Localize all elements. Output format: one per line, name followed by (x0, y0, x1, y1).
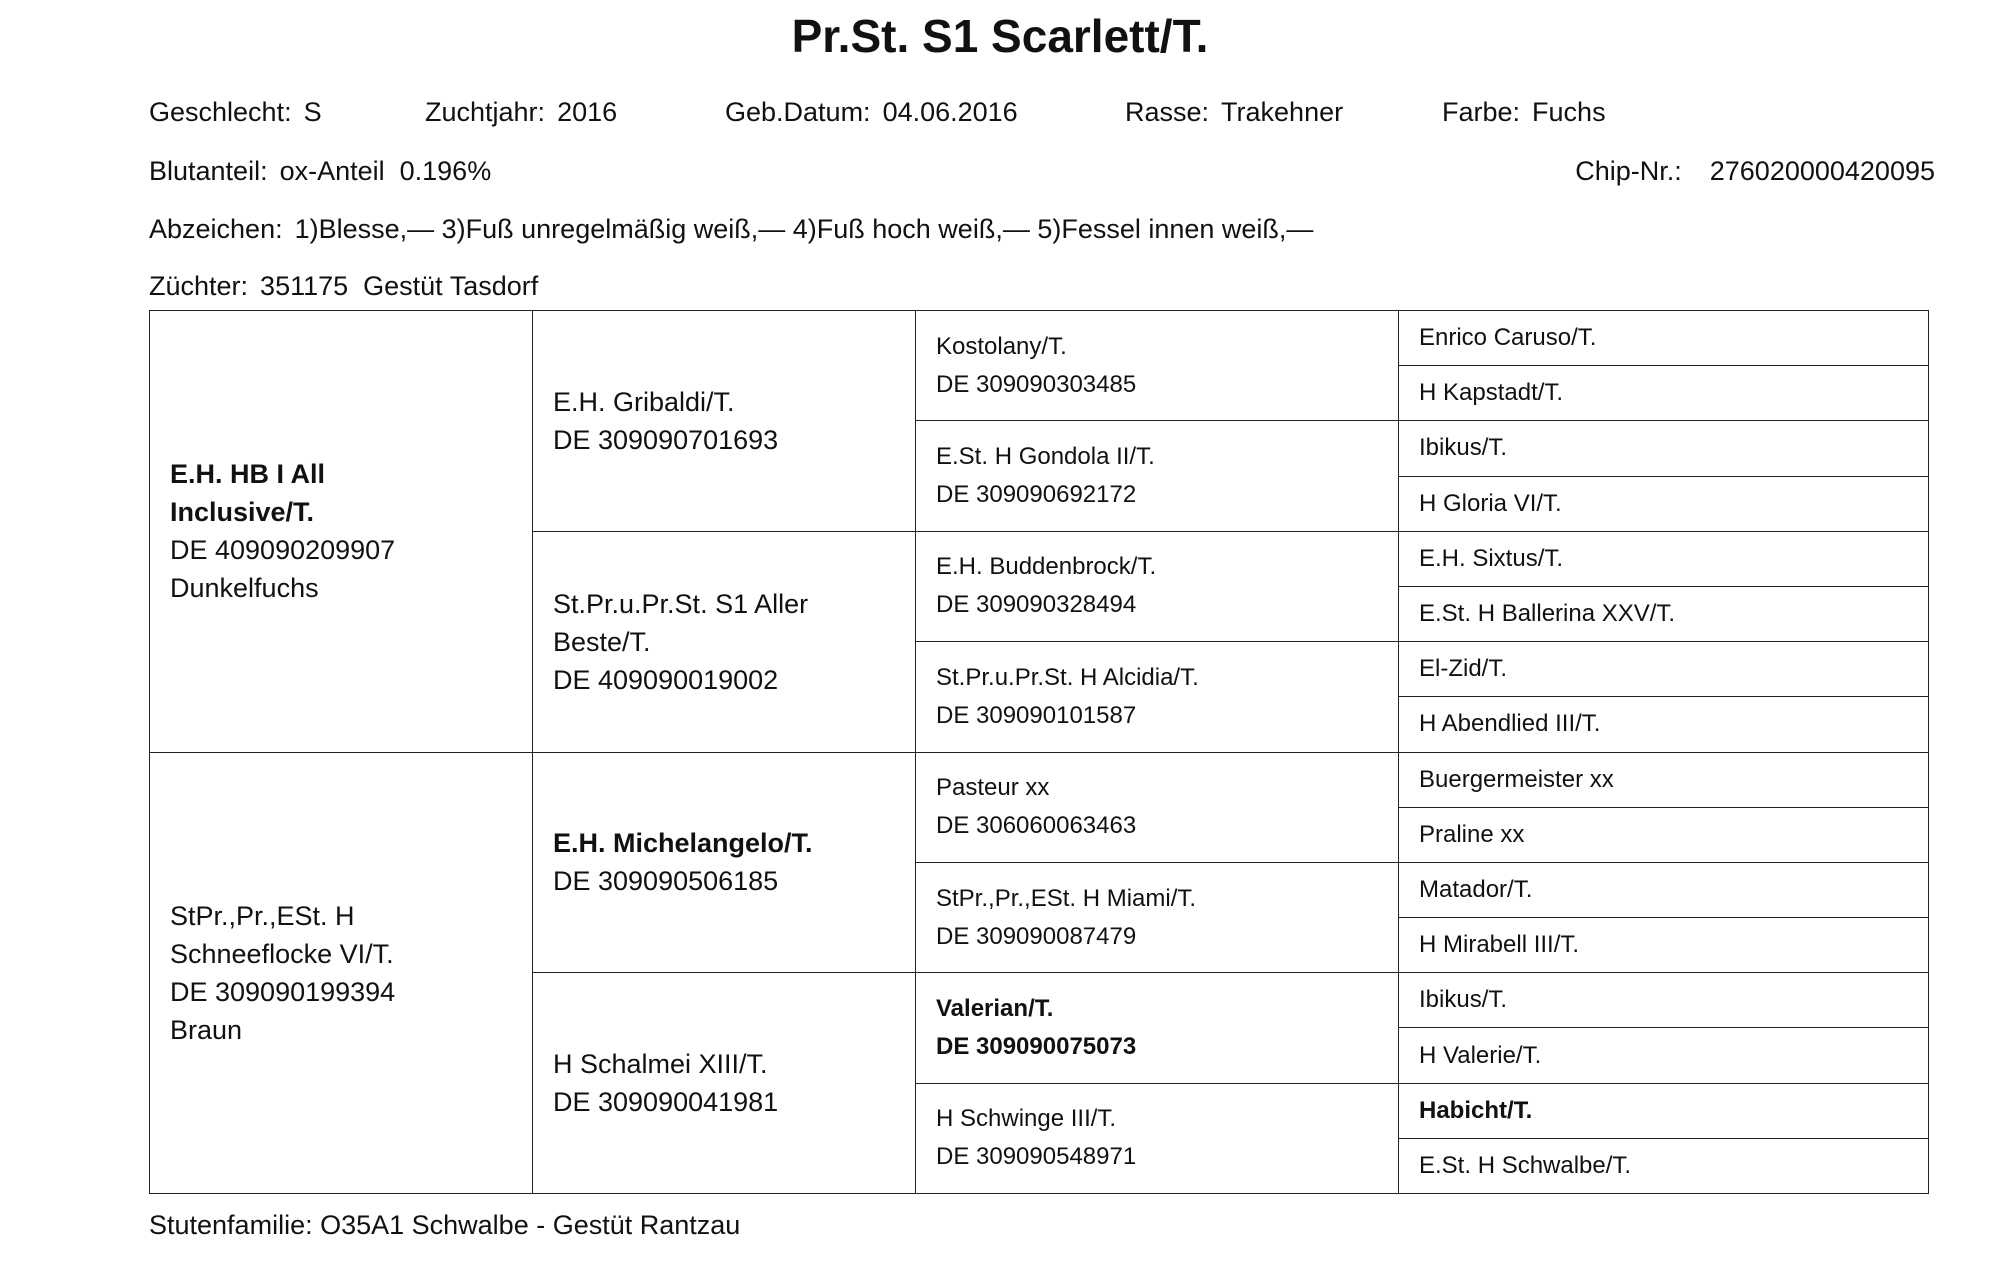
zuchtjahr-label: Zuchtjahr: (425, 97, 546, 127)
g2-reg: DE 309090701693 (553, 424, 779, 455)
g3-reg: DE 309090101587 (936, 701, 1137, 729)
g4-cell-12: H Mirabell III/T. (1399, 918, 1929, 973)
g4-cell-7: El-Zid/T. (1399, 642, 1929, 697)
g4-cell-9: Buergermeister xx (1399, 752, 1929, 807)
g4-cell-8: H Abendlied III/T. (1399, 697, 1929, 752)
g3-cell-5 (916, 752, 1399, 862)
g4-cell-5: E.H. Sixtus/T. (1399, 531, 1929, 586)
g4-cell-1: Enrico Caruso/T. (1399, 311, 1929, 366)
sire-name-line1: E.H. HB I All (170, 459, 326, 490)
dam-color: Braun (170, 1014, 243, 1045)
g4-cell-3: Ibikus/T. (1399, 421, 1929, 476)
g3-reg: DE 309090692172 (936, 481, 1137, 509)
g4-cell-6: E.St. H Ballerina XXV/T. (1399, 586, 1929, 641)
dam-name-line2: Schneeflocke VI/T. (170, 938, 394, 969)
zuchtjahr-value: 2016 (557, 97, 618, 127)
g2-reg: DE 309090041981 (553, 1087, 779, 1118)
g3-name: St.Pr.u.Pr.St. H Alcidia/T. (936, 663, 1199, 691)
g4-cell-11: Matador/T. (1399, 862, 1929, 917)
gebdatum-value: 04.06.2016 (882, 97, 1018, 127)
sire-color: Dunkelfuchs (170, 573, 319, 604)
g2-reg: DE 409090019002 (553, 664, 779, 695)
g3-name: E.H. Buddenbrock/T. (936, 553, 1157, 581)
g3-name: Valerian/T. (936, 994, 1054, 1022)
g3-name: StPr.,Pr.,ESt. H Miami/T. (936, 884, 1197, 912)
gebdatum-label: Geb.Datum: (725, 97, 871, 127)
g3-reg: DE 309090303485 (936, 370, 1137, 398)
chip-label: Chip-Nr.: (1575, 156, 1682, 186)
g3-cell-6 (916, 862, 1399, 972)
g2-name: E.H. Gribaldi/T. (553, 386, 735, 417)
zuechter-label: Züchter: (149, 271, 249, 301)
blutanteil-label: Blutanteil: (149, 156, 268, 186)
page-title: Pr.St. S1 Scarlett/T. (791, 10, 1209, 62)
g2-cell-2 (533, 531, 916, 752)
g4-cell-10: Praline xx (1399, 807, 1929, 862)
blutanteil-value: ox-Anteil 0.196% (279, 156, 492, 186)
zuechter-value: 351175 Gestüt Tasdorf (260, 271, 539, 301)
g3-name: E.St. H Gondola II/T. (936, 443, 1155, 471)
g3-reg: DE 309090328494 (936, 591, 1137, 619)
blutanteil-field (149, 156, 491, 186)
dam-reg: DE 309090199394 (170, 976, 396, 1007)
zuechter-row (149, 270, 538, 302)
g3-cell-3 (916, 531, 1399, 641)
g3-reg: DE 309090087479 (936, 922, 1137, 950)
rasse-label: Rasse: (1125, 97, 1210, 127)
g2-name: E.H. Michelangelo/T. (553, 828, 813, 859)
sire-name-line2: Inclusive/T. (170, 497, 315, 528)
g3-cell-1 (916, 311, 1399, 421)
gebdatum-field (725, 96, 1018, 128)
geschlecht-field (149, 96, 322, 128)
geschlecht-label: Geschlecht: (149, 97, 292, 127)
farbe-value: Fuchs (1532, 97, 1606, 127)
abzeichen-label: Abzeichen: (149, 214, 283, 244)
g2-cell-4 (533, 973, 916, 1194)
sire-cell (150, 311, 533, 753)
stutenfamilie-footer: Stutenfamilie: O35A1 Schwalbe - Gestüt Rantzau (149, 1210, 741, 1240)
abzeichen-value: 1)Blesse,— 3)Fuß unregelmäßig weiß,— 4)Fuß hoch weiß,— 5)Fessel innen weiß,— (294, 214, 1314, 244)
g3-name: H Schwinge III/T. (936, 1105, 1117, 1133)
g4-cell-4: H Gloria VI/T. (1399, 476, 1929, 531)
sire-reg: DE 409090209907 (170, 535, 396, 566)
g3-cell-4 (916, 642, 1399, 752)
g2-cell-3 (533, 752, 916, 973)
g3-cell-2 (916, 421, 1399, 531)
g3-cell-7 (916, 973, 1399, 1083)
farbe-field (1442, 96, 1606, 128)
g3-reg: DE 309090548971 (936, 1143, 1137, 1171)
pedigree-table (149, 310, 1929, 1194)
g3-reg: DE 309090075073 (936, 1032, 1137, 1060)
farbe-label: Farbe: (1442, 97, 1521, 127)
rasse-value: Trakehner (1221, 97, 1344, 127)
g2-name: H Schalmei XIII/T. (553, 1049, 768, 1080)
g4-cell-16: E.St. H Schwalbe/T. (1399, 1138, 1929, 1193)
dam-cell (150, 752, 533, 1194)
g4-cell-13: Ibikus/T. (1399, 973, 1929, 1028)
g4-cell-14: H Valerie/T. (1399, 1028, 1929, 1083)
chip-field (1575, 155, 1935, 187)
g3-reg: DE 306060063463 (936, 812, 1137, 840)
g2-name-line2: Beste/T. (553, 626, 651, 657)
g3-name: Kostolany/T. (936, 332, 1067, 360)
abzeichen-row (149, 213, 1313, 245)
g4-cell-2: H Kapstadt/T. (1399, 366, 1929, 421)
zuchtjahr-field (425, 96, 617, 128)
g3-cell-8 (916, 1083, 1399, 1193)
dam-name-line1: StPr.,Pr.,ESt. H (170, 900, 355, 931)
rasse-field (1125, 96, 1343, 128)
g2-reg: DE 309090506185 (553, 866, 779, 897)
blood-chip-row (149, 155, 1935, 187)
chip-value: 276020000420095 (1709, 156, 1935, 186)
geschlecht-value: S (303, 97, 322, 127)
g4-cell-15: Habicht/T. (1399, 1083, 1929, 1138)
g3-name: Pasteur xx (936, 774, 1050, 802)
g2-name-line1: St.Pr.u.Pr.St. S1 Aller (553, 588, 809, 619)
g2-cell-1 (533, 311, 916, 532)
